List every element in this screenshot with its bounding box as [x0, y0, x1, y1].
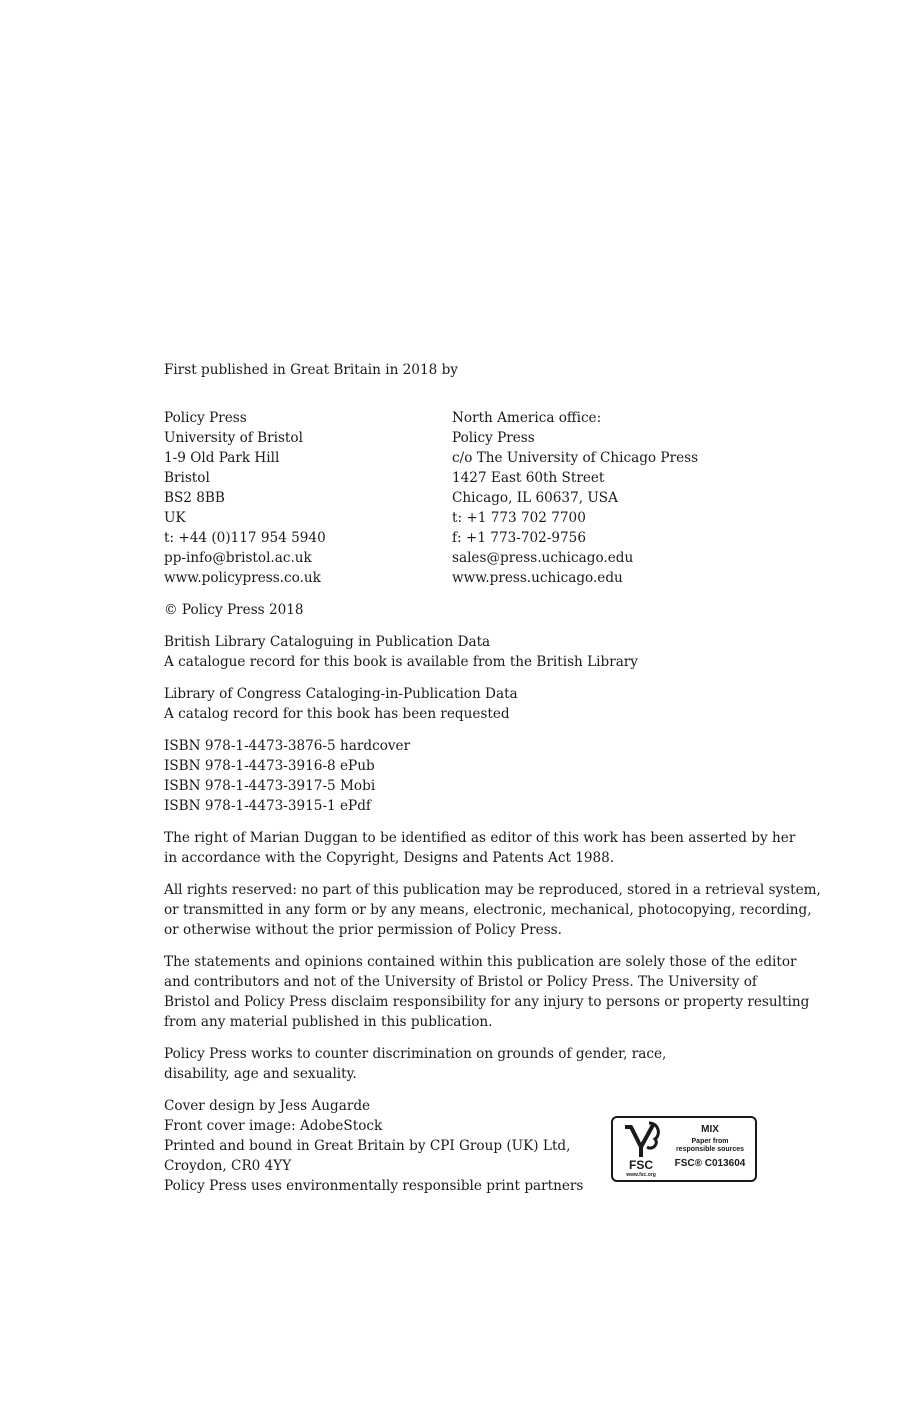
rights-line: in accordance with the Copyright, Designs and Patents Act 1988. [164, 850, 615, 866]
disclaimer-line: Bristol and Policy Press disclaim responsibility for any injury to persons or property resulting [164, 994, 810, 1010]
all-rights-line: or transmitted in any form or by any means, electronic, mechanical, photocopying, recording, [164, 902, 812, 918]
disclaimer-line: from any material published in this publication. [164, 1014, 493, 1030]
uk-address-line: 1-9 Old Park Hill [164, 450, 280, 466]
isbn-line: ISBN 978-1-4473-3876-5 hardcover [164, 738, 411, 754]
na-phone: t: +1 773 702 7700 [452, 510, 586, 526]
na-address-line: North America office: [452, 410, 602, 426]
copyright-notice: © Policy Press 2018 [164, 602, 304, 618]
uk-address-line: Policy Press [164, 410, 247, 426]
uk-address [164, 408, 452, 588]
fsc-responsible-sources: responsible sources [675, 1146, 745, 1153]
discrimination-line: Policy Press works to counter discrimination on grounds of gender, race, [164, 1046, 667, 1062]
copyright-page [164, 360, 821, 1196]
fsc-mix-label: MIX [701, 1124, 719, 1135]
uk-address-line: BS2 8BB [164, 490, 225, 506]
na-address-line: 1427 East 60th Street [452, 470, 605, 486]
isbn-line: ISBN 978-1-4473-3915-1 ePdf [164, 798, 371, 814]
library-of-congress-block [164, 684, 774, 724]
na-address [452, 408, 772, 588]
na-fax: f: +1 773-702-9756 [452, 530, 586, 546]
fsc-wordmark: FSC [629, 1158, 653, 1172]
library-of-congress-line: Library of Congress Cataloging-in-Publication Data [164, 686, 518, 702]
na-email: sales@press.uchicago.edu [452, 550, 634, 566]
addresses [164, 408, 774, 588]
environment-statement: Policy Press uses environmentally responsible print partners [164, 1178, 584, 1194]
first-published-line: First published in Great Britain in 2018 by [164, 362, 458, 378]
all-rights-reserved [164, 880, 821, 940]
discrimination-line: disability, age and sexuality. [164, 1066, 357, 1082]
british-library-block [164, 632, 774, 672]
printer-credit: Printed and bound in Great Britain by CPI Group (UK) Ltd, [164, 1138, 571, 1154]
fsc-website: www.fsc.org [626, 1172, 656, 1178]
cover-image-credit: Front cover image: AdobeStock [164, 1118, 383, 1134]
uk-phone: t: +44 (0)117 954 5940 [164, 530, 326, 546]
uk-email: pp-info@bristol.ac.uk [164, 550, 312, 566]
fsc-text [667, 1124, 753, 1170]
fsc-paper-from: Paper from [691, 1138, 729, 1145]
library-of-congress-line: A catalog record for this book has been requested [164, 706, 510, 722]
isbn-line: ISBN 978-1-4473-3917-5 Mobi [164, 778, 376, 794]
all-rights-line: All rights reserved: no part of this publication may be reproduced, stored in a retrieval system, [164, 882, 821, 898]
uk-address-line: University of Bristol [164, 430, 303, 446]
uk-address-line: UK [164, 510, 186, 526]
isbn-line: ISBN 978-1-4473-3916-8 ePub [164, 758, 375, 774]
rights-line: The right of Marian Duggan to be identified as editor of this work has been asserted by her [164, 830, 796, 846]
rights-statement [164, 828, 796, 868]
disclaimer-line: and contributors and not of the University of Bristol or Policy Press. The University of [164, 974, 757, 990]
fsc-tree-icon [619, 1121, 663, 1179]
na-address-line: Chicago, IL 60637, USA [452, 490, 618, 506]
na-address-line: Policy Press [452, 430, 535, 446]
british-library-line: A catalogue record for this book is available from the British Library [164, 654, 638, 670]
na-website: www.press.uchicago.edu [452, 570, 623, 586]
all-rights-line: or otherwise without the prior permission of Policy Press. [164, 922, 562, 938]
uk-website: www.policypress.co.uk [164, 570, 321, 586]
printer-location: Croydon, CR0 4YY [164, 1158, 292, 1174]
fsc-license-code: FSC® C013604 [674, 1158, 746, 1169]
cover-design-credit: Cover design by Jess Augarde [164, 1098, 371, 1114]
isbn-block [164, 736, 774, 816]
disclaimer [164, 952, 810, 1032]
british-library-line: British Library Cataloguing in Publication Data [164, 634, 491, 650]
credits-section [164, 1096, 774, 1196]
fsc-logo [611, 1116, 757, 1182]
discrimination-statement [164, 1044, 774, 1084]
na-address-line: c/o The University of Chicago Press [452, 450, 699, 466]
disclaimer-line: The statements and opinions contained within this publication are solely those of the editor [164, 954, 797, 970]
uk-address-line: Bristol [164, 470, 210, 486]
